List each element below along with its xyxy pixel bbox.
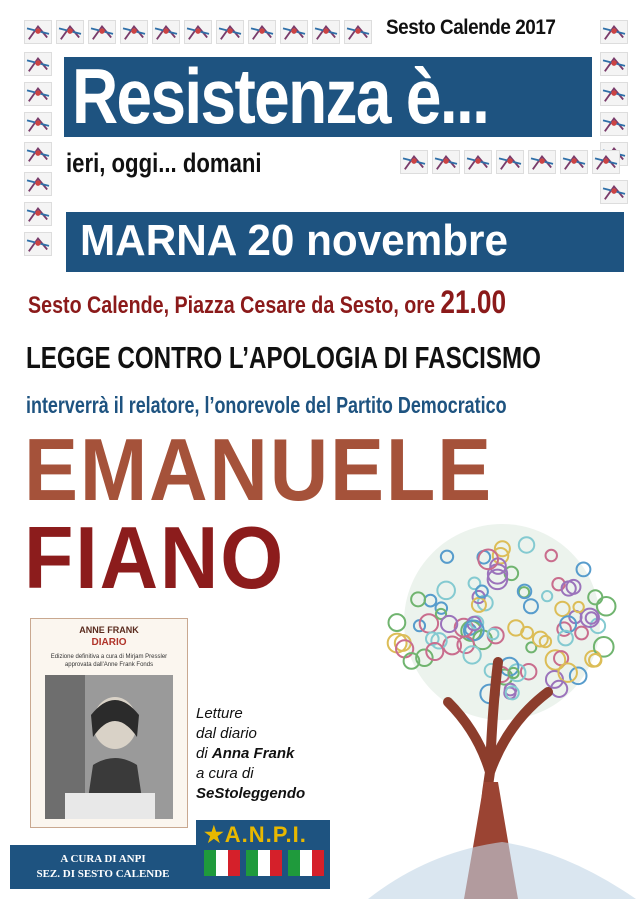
book-title: DIARIO <box>91 637 127 648</box>
italian-flag-icon <box>246 850 282 876</box>
decorative-tile <box>216 20 244 44</box>
reading-announcement <box>196 704 305 804</box>
flag-white <box>258 850 270 876</box>
speaker-last-name: FIANO <box>24 508 286 607</box>
reading-line-3: di Anna Frank <box>196 745 295 762</box>
leaf-swirl <box>597 597 616 616</box>
flag-red <box>270 850 282 876</box>
decorative-tile <box>88 20 116 44</box>
poster-title: Resistenza è... <box>72 52 489 140</box>
decorative-tile <box>600 82 628 106</box>
reading-line-2: dal diario <box>196 725 257 742</box>
decorative-tile <box>184 20 212 44</box>
decorative-tile <box>120 20 148 44</box>
leaf-swirl <box>389 614 406 631</box>
anpi-logo: ★A.N.P.I. <box>204 822 307 847</box>
book-edition-note: Edizione definitiva a cura di Mirjam Pressler approvata dall'Anne Frank Fonds <box>50 654 168 668</box>
decorative-tile <box>600 180 628 204</box>
tree-illustration <box>368 512 636 899</box>
flag-white <box>300 850 312 876</box>
book-cover <box>30 618 188 828</box>
decorative-tile <box>496 150 524 174</box>
footer-line-1: A CURA DI ANPI <box>60 853 146 865</box>
decorative-tile <box>400 150 428 174</box>
decorative-tile <box>464 150 492 174</box>
flag-red <box>228 850 240 876</box>
flag-red <box>312 850 324 876</box>
decorative-tile <box>312 20 340 44</box>
event-date: MARNA 20 novembre <box>80 216 508 265</box>
venue-text: Sesto Calende, Piazza Cesare da Sesto, ore <box>28 292 435 319</box>
decorative-tile <box>24 202 52 226</box>
decorative-tile <box>152 20 180 44</box>
decorative-tile <box>248 20 276 44</box>
italian-flag-icon <box>288 850 324 876</box>
flag-green <box>204 850 216 876</box>
italian-flag-icon <box>204 850 240 876</box>
topic-heading: LEGGE CONTRO L’APOLOGIA DI FASCISMO <box>26 340 541 375</box>
decorative-tile <box>56 20 84 44</box>
decorative-tile <box>600 52 628 76</box>
decorative-tile <box>24 82 52 106</box>
reading-group-name: SeStoleggendo <box>196 785 306 802</box>
flag-green <box>246 850 258 876</box>
event-year-label: Sesto Calende 2017 <box>386 16 556 39</box>
reading-line-1: Letture <box>196 705 243 722</box>
speaker-first-name: EMANUELE <box>24 420 494 519</box>
book-photo <box>45 675 173 819</box>
decorative-tile <box>280 20 308 44</box>
flag-green <box>288 850 300 876</box>
decorative-tile <box>24 20 52 44</box>
decorative-tile <box>528 150 556 174</box>
speaker-intro: interverrà il relatore, l’onorevole del Partito Democratico <box>26 392 507 418</box>
footer-line-2: SEZ. DI SESTO CALENDE <box>36 868 170 880</box>
decorative-tile <box>24 142 52 166</box>
book-author: ANNE FRANK <box>79 625 139 635</box>
decorative-tile <box>560 150 588 174</box>
event-time: 21.00 <box>440 284 507 320</box>
decorative-tile <box>24 52 52 76</box>
decorative-tile <box>600 20 628 44</box>
flag-white <box>216 850 228 876</box>
decorative-tile <box>24 172 52 196</box>
reading-author-name: Anna Frank <box>211 745 295 762</box>
footer-credit <box>10 852 196 882</box>
decorative-tile <box>600 112 628 136</box>
decorative-tile <box>592 150 620 174</box>
decorative-tile <box>344 20 372 44</box>
decorative-tile <box>432 150 460 174</box>
poster-subtitle: ieri, oggi... domani <box>66 148 262 178</box>
reading-line-4: a cura di <box>196 765 254 782</box>
reading-line-5 <box>196 784 305 804</box>
event-venue <box>28 284 506 321</box>
decorative-tile <box>24 112 52 136</box>
decorative-tile <box>24 232 52 256</box>
